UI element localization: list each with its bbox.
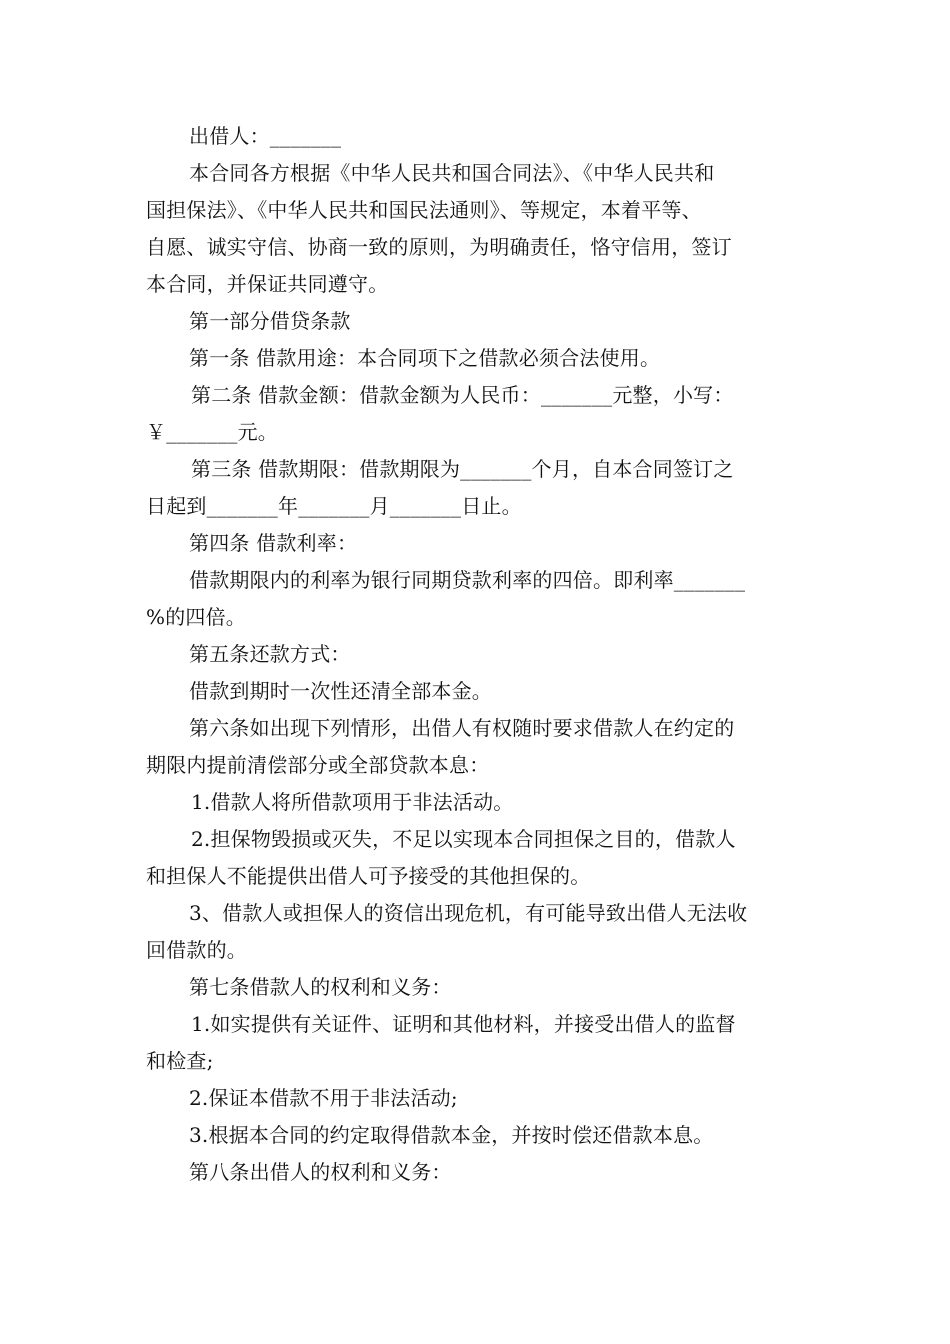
article-6-item-1: 1.借款人将所借款项用于非法活动。 <box>191 790 514 814</box>
article-7-item-1-line-1: 1.如实提供有关证件、证明和其他材料，并接受出借人的监督 <box>191 1012 736 1036</box>
article-3-term-line-2: 日起到_______年_______月_______日止。 <box>146 494 522 518</box>
preamble-line-1: 本合同各方根据《中华人民共和国合同法》、《中华人民共和 <box>189 161 715 185</box>
article-5-repayment-text: 借款到期时一次性还清全部本金。 <box>189 679 492 703</box>
preamble-line-3: 自愿、诚实守信、协商一致的原则，为明确责任，恪守信用，签订 <box>146 235 732 259</box>
article-7-heading: 第七条借款人的权利和义务： <box>189 975 452 999</box>
lender-signature-line: 出借人：_______ <box>189 124 342 148</box>
article-8-heading: 第八条出借人的权利和义务： <box>189 1160 452 1184</box>
article-3-term-line-1: 第三条 借款期限：借款期限为_______个月，自本合同签订之 <box>191 457 734 481</box>
article-4-interest-line-1: 借款期限内的利率为银行同期贷款利率的四倍。即利率_______ <box>189 568 746 592</box>
article-5-repayment-heading: 第五条还款方式： <box>189 642 351 666</box>
article-7-item-3: 3.根据本合同的约定取得借款本金，并按时偿还借款本息。 <box>189 1123 714 1147</box>
article-7-item-1-line-2: 和检查; <box>146 1049 214 1073</box>
section-heading-loan-terms: 第一部分借贷条款 <box>189 309 351 333</box>
article-6-item-2-line-2: 和担保人不能提供出借人可予接受的其他担保的。 <box>146 864 591 888</box>
article-2-amount-line-2: ￥_______元。 <box>146 420 278 444</box>
article-6-line-1: 第六条如出现下列情形，出借人有权随时要求借款人在约定的 <box>189 716 735 740</box>
article-4-interest-heading: 第四条 借款利率： <box>189 531 358 555</box>
article-6-item-3-line-2: 回借款的。 <box>146 938 247 962</box>
preamble-line-2: 国担保法》、《中华人民共和国民法通则》、等规定，本着平等、 <box>146 198 702 222</box>
article-2-amount-line-1: 第二条 借款金额：借款金额为人民币：_______元整，小写： <box>191 383 734 407</box>
document-body <box>146 118 808 1191</box>
article-6-item-2-line-1: 2.担保物毁损或灭失，不足以实现本合同担保之目的，借款人 <box>191 827 736 851</box>
article-4-interest-line-2: %的四倍。 <box>146 605 247 629</box>
article-7-item-2: 2.保证本借款不用于非法活动; <box>189 1086 458 1110</box>
article-6-line-2: 期限内提前清偿部分或全部贷款本息： <box>146 753 490 777</box>
article-1-purpose: 第一条 借款用途：本合同项下之借款必须合法使用。 <box>189 346 661 370</box>
article-6-item-3-line-1: 3、借款人或担保人的资信出现危机，有可能导致出借人无法收 <box>189 901 748 925</box>
preamble-line-4: 本合同，并保证共同遵守。 <box>146 272 389 296</box>
